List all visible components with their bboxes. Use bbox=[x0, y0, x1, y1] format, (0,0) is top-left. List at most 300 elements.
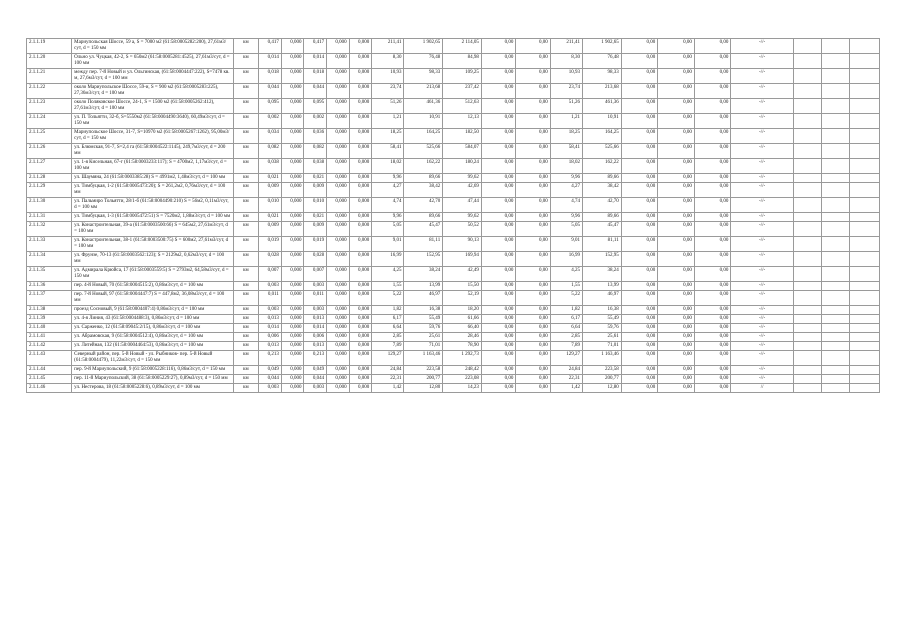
row-value: 0,00 bbox=[516, 144, 550, 159]
row-value: 109,25 bbox=[443, 69, 482, 84]
row-value: 0,00 bbox=[621, 384, 658, 393]
row-value: -//- bbox=[731, 84, 793, 99]
row-value: 0,000 bbox=[281, 39, 304, 54]
row-value: 0,000 bbox=[327, 237, 350, 252]
row-value: 8,30 bbox=[372, 54, 404, 69]
row-value: 47,44 bbox=[443, 198, 482, 213]
row-value: 0,00 bbox=[658, 267, 695, 282]
row-code: 2.1.1.42 bbox=[27, 342, 72, 351]
row-value: 0,00 bbox=[481, 375, 515, 384]
row-value: 0,013 bbox=[304, 315, 327, 324]
row-value: 50,52 bbox=[443, 222, 482, 237]
table-row bbox=[27, 342, 880, 351]
row-value: 0,000 bbox=[349, 54, 372, 69]
row-value: 0,000 bbox=[281, 237, 304, 252]
row-value: 1,82 bbox=[372, 306, 404, 315]
empty-cell bbox=[821, 222, 849, 237]
row-value: 1,42 bbox=[372, 384, 404, 393]
row-value: 0,213 bbox=[304, 351, 327, 366]
row-value: 0,00 bbox=[621, 267, 658, 282]
row-unit: км bbox=[233, 351, 259, 366]
row-value: 0,00 bbox=[694, 384, 731, 393]
row-code: 2.1.1.38 bbox=[27, 306, 72, 315]
row-value: 0,00 bbox=[481, 291, 515, 306]
row-value: 0,003 bbox=[304, 306, 327, 315]
row-value: 180,24 bbox=[443, 159, 482, 174]
row-value: 0,00 bbox=[658, 282, 695, 291]
row-description: ул. П. Тольятти, 32-б, S=5550м2 (61:58:0004490:3640), 60,49м3/сут, d = 150 мм bbox=[72, 114, 233, 129]
row-value: 0,000 bbox=[349, 252, 372, 267]
row-value: 0,00 bbox=[621, 324, 658, 333]
row-value: -//- bbox=[731, 159, 793, 174]
row-value: 1 902,65 bbox=[583, 39, 622, 54]
row-description: ул. Тимбуцкая, 1-3 (61:58:0005472:51) S = 7520м2, 1,88м3/сут, d = 100 мм bbox=[72, 213, 233, 222]
row-value: 46,97 bbox=[404, 291, 443, 306]
row-value: 164,25 bbox=[404, 129, 443, 144]
row-unit: км bbox=[233, 291, 259, 306]
row-value: 0,000 bbox=[327, 222, 350, 237]
row-value: 461,36 bbox=[404, 99, 443, 114]
empty-cell bbox=[793, 198, 821, 213]
row-value: 59,76 bbox=[404, 324, 443, 333]
empty-cell bbox=[849, 174, 879, 183]
empty-cell bbox=[849, 324, 879, 333]
row-value: 0,000 bbox=[349, 144, 372, 159]
row-value: 2,85 bbox=[550, 333, 582, 342]
row-value: 211,41 bbox=[550, 39, 582, 54]
row-value: 12,80 bbox=[583, 384, 622, 393]
row-value: 0,000 bbox=[349, 306, 372, 315]
row-value: 42,70 bbox=[404, 198, 443, 213]
row-value: 0,000 bbox=[327, 84, 350, 99]
row-unit: км bbox=[233, 183, 259, 198]
empty-cell bbox=[821, 39, 849, 54]
row-value: -//- bbox=[731, 39, 793, 54]
row-value: 213,68 bbox=[583, 84, 622, 99]
row-value: 0,00 bbox=[516, 84, 550, 99]
row-unit: км bbox=[233, 222, 259, 237]
row-value: // bbox=[731, 384, 793, 393]
row-description: ул. Блюмская, 91-7, S=2,4 га (61:58:0004522:1145), 249,7м3/сут, d = 200 мм bbox=[72, 144, 233, 159]
row-value: 4,74 bbox=[550, 198, 582, 213]
empty-cell bbox=[849, 282, 879, 291]
table-row bbox=[27, 99, 880, 114]
empty-cell bbox=[793, 306, 821, 315]
row-value: 0,000 bbox=[327, 144, 350, 159]
row-value: 0,095 bbox=[259, 99, 282, 114]
row-code: 2.1.1.35 bbox=[27, 267, 72, 282]
row-value: 6,64 bbox=[550, 324, 582, 333]
table-row bbox=[27, 333, 880, 342]
row-value: 0,044 bbox=[304, 84, 327, 99]
row-value: 0,417 bbox=[304, 39, 327, 54]
row-value: 0,018 bbox=[304, 69, 327, 84]
row-value: 7,89 bbox=[372, 342, 404, 351]
row-value: 9,96 bbox=[372, 174, 404, 183]
row-value: 0,000 bbox=[349, 222, 372, 237]
row-value: 0,000 bbox=[327, 282, 350, 291]
empty-cell bbox=[821, 114, 849, 129]
row-value: 38,24 bbox=[404, 267, 443, 282]
row-value: 0,00 bbox=[516, 39, 550, 54]
row-value: 0,000 bbox=[349, 39, 372, 54]
row-value: 0,00 bbox=[621, 114, 658, 129]
row-value: 0,00 bbox=[658, 333, 695, 342]
table-row bbox=[27, 366, 880, 375]
row-value: 5,22 bbox=[550, 291, 582, 306]
empty-cell bbox=[821, 183, 849, 198]
row-value: 81,11 bbox=[583, 237, 622, 252]
row-value: -//- bbox=[731, 252, 793, 267]
row-value: 0,010 bbox=[304, 198, 327, 213]
row-unit: км bbox=[233, 99, 259, 114]
row-value: 9,96 bbox=[550, 174, 582, 183]
row-value: 0,028 bbox=[259, 252, 282, 267]
empty-cell bbox=[793, 69, 821, 84]
row-value: 76,48 bbox=[404, 54, 443, 69]
row-code: 2.1.1.26 bbox=[27, 144, 72, 159]
row-value: 0,000 bbox=[327, 366, 350, 375]
row-value: 1 902,65 bbox=[404, 39, 443, 54]
row-value: 0,00 bbox=[621, 315, 658, 324]
row-value: 0,00 bbox=[694, 222, 731, 237]
row-value: 129,27 bbox=[372, 351, 404, 366]
empty-cell bbox=[793, 222, 821, 237]
table-row bbox=[27, 39, 880, 54]
table-row bbox=[27, 384, 880, 393]
row-value: 0,00 bbox=[658, 114, 695, 129]
row-value: 0,044 bbox=[259, 84, 282, 99]
row-value: 22,31 bbox=[372, 375, 404, 384]
row-value: 0,00 bbox=[481, 159, 515, 174]
row-value: 0,000 bbox=[349, 291, 372, 306]
row-value: 0,00 bbox=[481, 222, 515, 237]
row-value: 0,00 bbox=[694, 129, 731, 144]
row-value: 0,00 bbox=[658, 324, 695, 333]
row-value: 25,61 bbox=[583, 333, 622, 342]
row-value: 0,00 bbox=[694, 84, 731, 99]
row-value: 0,000 bbox=[327, 342, 350, 351]
row-value: 0,00 bbox=[516, 324, 550, 333]
row-value: 16,99 bbox=[550, 252, 582, 267]
row-value: 2 114,05 bbox=[443, 39, 482, 54]
row-value: 0,00 bbox=[694, 114, 731, 129]
table-row bbox=[27, 54, 880, 69]
row-value: 0,000 bbox=[327, 198, 350, 213]
empty-cell bbox=[849, 366, 879, 375]
row-unit: км bbox=[233, 174, 259, 183]
row-value: 182,50 bbox=[443, 129, 482, 144]
row-value: 38,24 bbox=[583, 267, 622, 282]
row-value: 22,31 bbox=[550, 375, 582, 384]
empty-cell bbox=[849, 39, 879, 54]
row-value: 0,019 bbox=[304, 237, 327, 252]
empty-cell bbox=[849, 267, 879, 282]
row-value: 55,49 bbox=[404, 315, 443, 324]
row-value: 10,91 bbox=[583, 114, 622, 129]
empty-cell bbox=[849, 99, 879, 114]
row-value: 0,000 bbox=[349, 342, 372, 351]
row-value: 0,00 bbox=[694, 252, 731, 267]
row-unit: км bbox=[233, 144, 259, 159]
row-value: 0,00 bbox=[621, 252, 658, 267]
row-value: 0,000 bbox=[349, 213, 372, 222]
row-value: 0,00 bbox=[516, 129, 550, 144]
row-value: 16,38 bbox=[583, 306, 622, 315]
row-value: 0,00 bbox=[516, 237, 550, 252]
row-value: 0,00 bbox=[658, 237, 695, 252]
row-value: 0,00 bbox=[658, 366, 695, 375]
empty-cell bbox=[849, 333, 879, 342]
row-value: 10,91 bbox=[404, 114, 443, 129]
row-description: ул. Фрунзе, 70-13 (61:58:0003562:123); S = 2129м2, 0,62м3/сут, d = 100 мм bbox=[72, 252, 233, 267]
row-value: 0,000 bbox=[349, 129, 372, 144]
row-unit: км bbox=[233, 282, 259, 291]
row-description: пер. 7-й Новый, 97 (61:58:0004447:7) S = 447,8м2, 36,08м3/сут, d = 100 мм bbox=[72, 291, 233, 306]
row-value: 200,77 bbox=[404, 375, 443, 384]
row-value: 0,00 bbox=[516, 99, 550, 114]
row-description: ул. Пальмиро Тольятти, 28/1-б (61:58:0004490:210) S = 56м2, 0,11м3/сут, d = 100 мм bbox=[72, 198, 233, 213]
row-value: 525,66 bbox=[404, 144, 443, 159]
row-value: 0,006 bbox=[304, 333, 327, 342]
row-value: 0,00 bbox=[481, 267, 515, 282]
row-value: -//- bbox=[731, 222, 793, 237]
row-value: 512,63 bbox=[443, 99, 482, 114]
empty-cell bbox=[821, 366, 849, 375]
row-code: 2.1.1.24 bbox=[27, 114, 72, 129]
row-code: 2.1.1.27 bbox=[27, 159, 72, 174]
empty-cell bbox=[821, 333, 849, 342]
row-value: 0,000 bbox=[281, 183, 304, 198]
empty-cell bbox=[849, 213, 879, 222]
row-value: 0,00 bbox=[694, 99, 731, 114]
row-value: 584,07 bbox=[443, 144, 482, 159]
row-value: 0,000 bbox=[349, 183, 372, 198]
row-value: 0,00 bbox=[658, 69, 695, 84]
table-row bbox=[27, 315, 880, 324]
row-value: 9,01 bbox=[550, 237, 582, 252]
row-value: 6,64 bbox=[372, 324, 404, 333]
row-value: 0,003 bbox=[304, 282, 327, 291]
row-value: 18,25 bbox=[550, 129, 582, 144]
row-value: 0,00 bbox=[694, 144, 731, 159]
empty-cell bbox=[821, 375, 849, 384]
table-row bbox=[27, 267, 880, 282]
row-value: 0,00 bbox=[694, 306, 731, 315]
row-value: 0,006 bbox=[259, 333, 282, 342]
table-row bbox=[27, 213, 880, 222]
row-value: 0,000 bbox=[327, 333, 350, 342]
row-value: 0,007 bbox=[304, 267, 327, 282]
row-value: 0,00 bbox=[516, 213, 550, 222]
row-value: 0,00 bbox=[621, 333, 658, 342]
row-unit: км bbox=[233, 213, 259, 222]
empty-cell bbox=[849, 222, 879, 237]
empty-cell bbox=[849, 291, 879, 306]
table-row bbox=[27, 114, 880, 129]
row-value: 0,000 bbox=[349, 366, 372, 375]
row-value: 0,000 bbox=[281, 375, 304, 384]
row-value: 0,00 bbox=[694, 213, 731, 222]
row-code: 2.1.1.31 bbox=[27, 213, 72, 222]
empty-cell bbox=[821, 54, 849, 69]
row-value: 99,62 bbox=[443, 213, 482, 222]
row-value: 0,000 bbox=[281, 198, 304, 213]
pipeline-works-table bbox=[26, 38, 880, 393]
empty-cell bbox=[821, 306, 849, 315]
row-description: ул. Шаумяна, 24 (61:58:0003385:28) S = 4991м2, 1,48м3/сут, d = 100 мм bbox=[72, 174, 233, 183]
row-value: 1,55 bbox=[372, 282, 404, 291]
row-value: 461,36 bbox=[583, 99, 622, 114]
row-value: 0,00 bbox=[694, 174, 731, 183]
row-value: 0,00 bbox=[621, 351, 658, 366]
row-value: 0,00 bbox=[694, 198, 731, 213]
row-description: ул. Литейная, 132 (61:58:0004464:53), 0,86м3/сут, d = 100 мм bbox=[72, 342, 233, 351]
row-value: 0,000 bbox=[327, 129, 350, 144]
row-value: 223,58 bbox=[404, 366, 443, 375]
row-value: 0,000 bbox=[349, 282, 372, 291]
row-value: 0,000 bbox=[327, 384, 350, 393]
row-value: 1,82 bbox=[550, 306, 582, 315]
row-value: 0,00 bbox=[481, 315, 515, 324]
table-row bbox=[27, 129, 880, 144]
row-value: -//- bbox=[731, 342, 793, 351]
row-value: 0,00 bbox=[694, 183, 731, 198]
row-value: 0,00 bbox=[621, 291, 658, 306]
row-value: 0,000 bbox=[281, 306, 304, 315]
row-value: 0,000 bbox=[327, 324, 350, 333]
empty-cell bbox=[849, 375, 879, 384]
row-value: 0,00 bbox=[481, 333, 515, 342]
empty-cell bbox=[793, 144, 821, 159]
row-value: 0,000 bbox=[281, 252, 304, 267]
empty-cell bbox=[821, 282, 849, 291]
row-value: 0,044 bbox=[304, 375, 327, 384]
row-code: 2.1.1.28 bbox=[27, 174, 72, 183]
row-code: 2.1.1.30 bbox=[27, 198, 72, 213]
row-value: 23,74 bbox=[372, 84, 404, 99]
table-row bbox=[27, 144, 880, 159]
row-value: 0,021 bbox=[259, 213, 282, 222]
row-value: 0,00 bbox=[621, 342, 658, 351]
row-code: 2.1.1.20 bbox=[27, 54, 72, 69]
row-value: 0,000 bbox=[281, 267, 304, 282]
empty-cell bbox=[821, 342, 849, 351]
row-value: 23,74 bbox=[550, 84, 582, 99]
row-value: 0,000 bbox=[327, 252, 350, 267]
empty-cell bbox=[793, 315, 821, 324]
row-value: 13,99 bbox=[583, 282, 622, 291]
row-value: 98,33 bbox=[404, 69, 443, 84]
row-value: 0,00 bbox=[658, 99, 695, 114]
row-code: 2.1.1.45 bbox=[27, 375, 72, 384]
row-value: -//- bbox=[731, 237, 793, 252]
row-value: 1,21 bbox=[550, 114, 582, 129]
row-value: 0,00 bbox=[516, 333, 550, 342]
row-code: 2.1.1.36 bbox=[27, 282, 72, 291]
row-value: 84,98 bbox=[443, 54, 482, 69]
row-value: 1,55 bbox=[550, 282, 582, 291]
row-description: между пер. 7-й Новый и ул. Ольгинская, (61:58:0004447:222), S=7478 кв. м, 27,6м3/сут, d = 100 мм bbox=[72, 69, 233, 84]
empty-cell bbox=[793, 351, 821, 366]
row-value: 0,038 bbox=[304, 159, 327, 174]
row-value: 0,014 bbox=[259, 54, 282, 69]
table-row bbox=[27, 252, 880, 267]
row-value: 4,25 bbox=[372, 267, 404, 282]
row-value: 0,00 bbox=[516, 183, 550, 198]
row-value: 45,47 bbox=[583, 222, 622, 237]
row-description: проезд Сосновый, 9 (61:58:0004407:4) 0,86м3/сут, d = 100 мм bbox=[72, 306, 233, 315]
row-value: 52,19 bbox=[443, 291, 482, 306]
row-value: 0,00 bbox=[516, 342, 550, 351]
row-value: 0,00 bbox=[481, 99, 515, 114]
row-value: 0,000 bbox=[327, 114, 350, 129]
row-value: 0,014 bbox=[304, 54, 327, 69]
row-value: 0,00 bbox=[621, 375, 658, 384]
row-value: 0,00 bbox=[481, 237, 515, 252]
row-value: 0,000 bbox=[281, 342, 304, 351]
row-code: 2.1.1.41 bbox=[27, 333, 72, 342]
row-value: 0,000 bbox=[349, 99, 372, 114]
row-value: 0,014 bbox=[259, 324, 282, 333]
row-value: 9,96 bbox=[550, 213, 582, 222]
row-value: 71,01 bbox=[583, 342, 622, 351]
row-value: 0,00 bbox=[621, 69, 658, 84]
row-unit: км bbox=[233, 333, 259, 342]
row-unit: км bbox=[233, 198, 259, 213]
empty-cell bbox=[793, 114, 821, 129]
row-description: ул. 4-я Линия, 43 (61:58:0004488:3), 0,86м3/сут, d = 100 мм bbox=[72, 315, 233, 324]
row-value: 9,01 bbox=[372, 237, 404, 252]
row-value: 25,61 bbox=[404, 333, 443, 342]
empty-cell bbox=[793, 342, 821, 351]
row-value: 0,00 bbox=[621, 39, 658, 54]
row-description: ул. 1-я Кисельная, 67-г (61:58:0003233:117); S = 4700м2, 1,17м3/сут, d = 100 мм bbox=[72, 159, 233, 174]
row-value: 5,05 bbox=[550, 222, 582, 237]
row-value: 1 292,73 bbox=[443, 351, 482, 366]
row-value: 169,94 bbox=[443, 252, 482, 267]
row-value: 0,00 bbox=[481, 129, 515, 144]
empty-cell bbox=[793, 84, 821, 99]
empty-cell bbox=[849, 384, 879, 393]
row-value: 5,05 bbox=[372, 222, 404, 237]
table-row bbox=[27, 222, 880, 237]
row-value: 0,021 bbox=[259, 174, 282, 183]
row-value: 0,000 bbox=[327, 375, 350, 384]
row-value: 0,00 bbox=[621, 306, 658, 315]
row-value: 0,00 bbox=[516, 198, 550, 213]
row-unit: км bbox=[233, 375, 259, 384]
row-value: 0,00 bbox=[481, 306, 515, 315]
row-value: 0,018 bbox=[259, 69, 282, 84]
row-value: 0,038 bbox=[259, 159, 282, 174]
row-value: 0,00 bbox=[621, 237, 658, 252]
row-value: 0,000 bbox=[281, 384, 304, 393]
row-value: 0,082 bbox=[304, 144, 327, 159]
row-value: 0,00 bbox=[658, 222, 695, 237]
row-value: 0,000 bbox=[281, 282, 304, 291]
row-value: 0,00 bbox=[658, 183, 695, 198]
row-value: 0,00 bbox=[621, 213, 658, 222]
row-value: 24,84 bbox=[372, 366, 404, 375]
row-value: -//- bbox=[731, 333, 793, 342]
row-value: 0,00 bbox=[516, 366, 550, 375]
row-value: 4,27 bbox=[372, 183, 404, 198]
row-value: 211,41 bbox=[372, 39, 404, 54]
row-value: 89,66 bbox=[404, 213, 443, 222]
row-value: -//- bbox=[731, 267, 793, 282]
row-value: 89,66 bbox=[404, 174, 443, 183]
